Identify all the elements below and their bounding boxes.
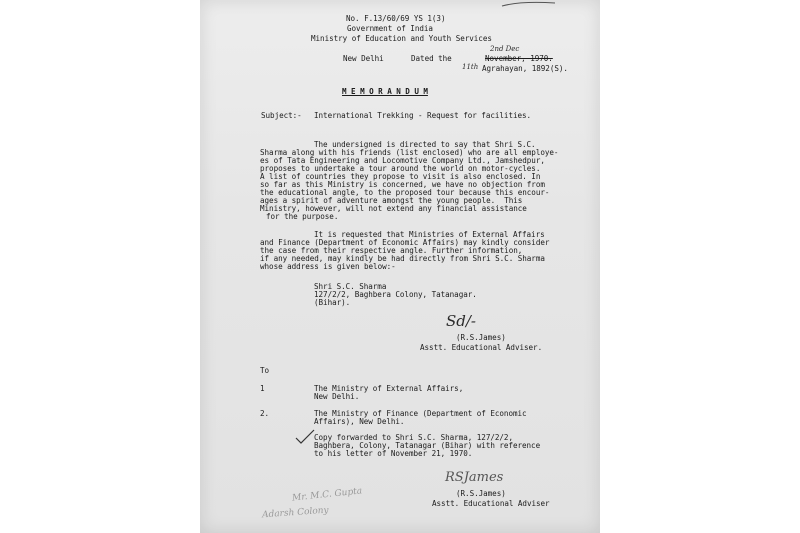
para2-line: if any needed, may kindly be had directly from Shri S.C. Sharma (260, 254, 545, 263)
para2-line: and Finance (Department of Economic Affairs) may kindly consider (260, 238, 550, 247)
signatory-title-2: Asstt. Educational Adviser (432, 499, 550, 508)
letter-page (200, 0, 600, 533)
subject-text: International Trekking - Request for facilities. (314, 111, 532, 120)
recipient-line: The Ministry of External Affairs, (314, 384, 464, 393)
recipient-line: New Delhi. (314, 392, 360, 401)
recipient-number: 2. (260, 409, 270, 418)
to-label: To (260, 366, 270, 375)
para1-line: ages a spirit of adventure amongst the young people. This (260, 196, 523, 205)
copy-line: Copy forwarded to Shri S.C. Sharma, 127/2/2, (314, 433, 513, 442)
checkmark-icon (294, 428, 316, 446)
para1-line: Ministry, however, will not extend any financial assistance (260, 204, 527, 213)
para1-line: the educational angle, to the proposed tour because this encour- (260, 188, 550, 197)
para2-line: the case from their respective angle. Further information, (260, 246, 523, 255)
signature-rsjames: RSJames (445, 470, 504, 485)
copy-line: to his letter of November 21, 1970. (314, 449, 473, 458)
subject-label: Subject:- (261, 111, 302, 120)
address-line: 127/2/2, Baghbera Colony, Tatanagar. (314, 290, 477, 299)
faint-handwriting: Adarsh Colony (261, 505, 329, 521)
signatory-title: Asstt. Educational Adviser. (420, 343, 543, 352)
signatory-name-2: (R.S.James) (456, 489, 506, 498)
copy-line: Baghbera, Colony, Tatanagar (Bihar) with reference (314, 441, 541, 450)
recipient-number: 1 (260, 384, 265, 393)
para2-line: It is requested that Ministries of External Affairs (314, 230, 545, 239)
address-line: Shri S.C. Sharma (314, 282, 387, 291)
faint-handwriting: Mr. M.C. Gupta (291, 486, 363, 504)
signature-sd: Sd/- (446, 312, 476, 330)
recipient-line: Affairs), New Delhi. (314, 417, 405, 426)
date-line-1: November, 1970. (485, 54, 553, 63)
recipient-line: The Ministry of Finance (Department of Economic (314, 409, 527, 418)
date-prefix-handwritten: 11th (462, 63, 479, 71)
para1-line: A list of countries they propose to visit is also enclosed. In (260, 172, 541, 181)
para1-line: es of Tata Engineering and Locomotive Company Ltd., Jamshedpur, (260, 156, 545, 165)
date-line-2: Agrahayan, 1892(S). (482, 64, 568, 73)
dated-label: Dated the (411, 54, 452, 63)
para1-line: Sharma along with his friends (list enclosed) who are all employe- (260, 148, 559, 157)
ink-stroke-mark (500, 0, 560, 8)
para2-line: whose address is given below:- (260, 262, 396, 271)
handwritten-date: 2nd Dec (490, 45, 520, 53)
para1-line: so far as this Ministry is concerned, we have no objection from (260, 180, 545, 189)
ministry-heading: Ministry of Education and Youth Services (311, 34, 492, 43)
para1-line: for the purpose. (266, 212, 339, 221)
signatory-name: (R.S.James) (456, 333, 506, 342)
government-heading: Government of India (347, 24, 433, 33)
para1-line: The undersigned is directed to say that Shri S.C. (314, 140, 536, 149)
file-number: No. F.13/60/69 YS 1(3) (346, 14, 446, 23)
address-line: (Bihar). (314, 298, 351, 307)
para1-line: proposes to undertake a tour around the world on motor-cycles. (260, 164, 541, 173)
memo-title: M E M O R A N D U M (342, 87, 428, 96)
place: New Delhi (343, 54, 384, 63)
